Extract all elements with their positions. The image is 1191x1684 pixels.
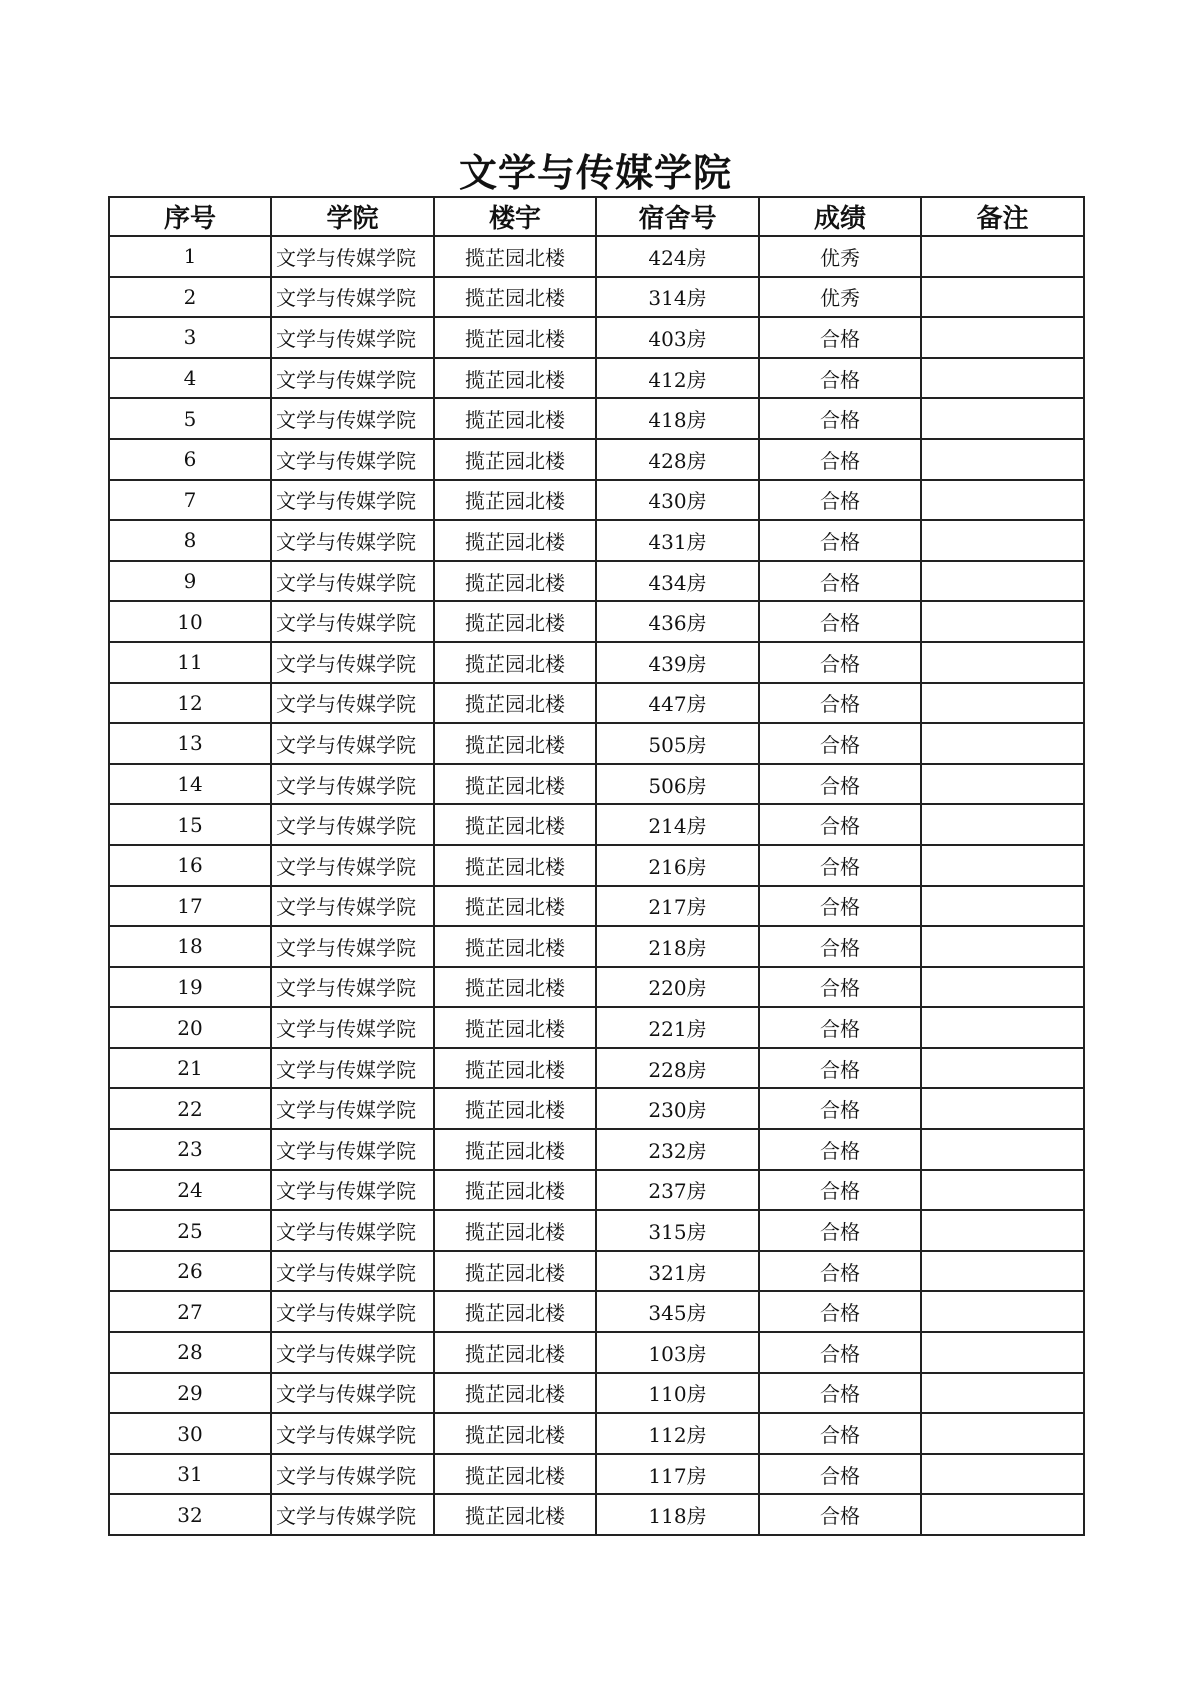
cell-grade: 合格 — [759, 642, 921, 683]
cell-grade: 合格 — [759, 845, 921, 886]
cell-remark — [921, 439, 1084, 480]
cell-grade: 合格 — [759, 317, 921, 358]
cell-room: 428房 — [596, 439, 759, 480]
cell-grade: 合格 — [759, 601, 921, 642]
cell-remark — [921, 1413, 1084, 1454]
table-body — [109, 236, 1084, 1535]
cell-college: 文学与传媒学院 — [271, 1210, 434, 1251]
cell-grade: 合格 — [759, 1454, 921, 1495]
cell-college: 文学与传媒学院 — [271, 1170, 434, 1211]
cell-remark — [921, 1170, 1084, 1211]
cell-room: 314房 — [596, 277, 759, 318]
cell-room: 321房 — [596, 1251, 759, 1292]
cell-grade: 合格 — [759, 480, 921, 521]
cell-grade: 合格 — [759, 764, 921, 805]
cell-building: 揽芷园北楼 — [434, 561, 596, 602]
cell-room: 103房 — [596, 1332, 759, 1373]
cell-room: 431房 — [596, 520, 759, 561]
cell-grade: 合格 — [759, 1373, 921, 1414]
cell-building: 揽芷园北楼 — [434, 723, 596, 764]
cell-building: 揽芷园北楼 — [434, 480, 596, 521]
cell-remark — [921, 926, 1084, 967]
cell-room: 434房 — [596, 561, 759, 602]
cell-no: 25 — [109, 1210, 271, 1251]
cell-room: 412房 — [596, 358, 759, 399]
table-row — [109, 926, 1084, 967]
table-row — [109, 1170, 1084, 1211]
cell-room: 345房 — [596, 1291, 759, 1332]
cell-building: 揽芷园北楼 — [434, 926, 596, 967]
cell-no: 22 — [109, 1088, 271, 1129]
cell-college: 文学与传媒学院 — [271, 1332, 434, 1373]
table-row — [109, 277, 1084, 318]
header-building: 楼宇 — [434, 197, 596, 236]
cell-room: 220房 — [596, 967, 759, 1008]
cell-college: 文学与传媒学院 — [271, 480, 434, 521]
cell-grade: 合格 — [759, 439, 921, 480]
cell-room: 418房 — [596, 398, 759, 439]
header-no: 序号 — [109, 197, 271, 236]
cell-building: 揽芷园北楼 — [434, 764, 596, 805]
cell-no: 15 — [109, 804, 271, 845]
cell-college: 文学与传媒学院 — [271, 358, 434, 399]
table-row — [109, 1210, 1084, 1251]
cell-remark — [921, 804, 1084, 845]
cell-remark — [921, 398, 1084, 439]
cell-room: 505房 — [596, 723, 759, 764]
cell-building: 揽芷园北楼 — [434, 845, 596, 886]
cell-remark — [921, 1332, 1084, 1373]
cell-grade: 合格 — [759, 1170, 921, 1211]
cell-no: 10 — [109, 601, 271, 642]
cell-no: 32 — [109, 1494, 271, 1535]
table-row — [109, 1373, 1084, 1414]
cell-grade: 合格 — [759, 1413, 921, 1454]
cell-building: 揽芷园北楼 — [434, 358, 596, 399]
cell-college: 文学与传媒学院 — [271, 967, 434, 1008]
cell-remark — [921, 1210, 1084, 1251]
cell-room: 218房 — [596, 926, 759, 967]
cell-grade: 合格 — [759, 967, 921, 1008]
cell-remark — [921, 1048, 1084, 1089]
cell-room: 506房 — [596, 764, 759, 805]
cell-remark — [921, 1088, 1084, 1129]
cell-grade: 合格 — [759, 1332, 921, 1373]
cell-room: 230房 — [596, 1088, 759, 1129]
cell-college: 文学与传媒学院 — [271, 723, 434, 764]
cell-no: 13 — [109, 723, 271, 764]
cell-building: 揽芷园北楼 — [434, 1454, 596, 1495]
cell-room: 447房 — [596, 683, 759, 724]
cell-building: 揽芷园北楼 — [434, 804, 596, 845]
cell-grade: 合格 — [759, 1210, 921, 1251]
cell-no: 29 — [109, 1373, 271, 1414]
cell-college: 文学与传媒学院 — [271, 845, 434, 886]
cell-room: 118房 — [596, 1494, 759, 1535]
table-row — [109, 439, 1084, 480]
cell-college: 文学与传媒学院 — [271, 277, 434, 318]
cell-building: 揽芷园北楼 — [434, 520, 596, 561]
cell-no: 16 — [109, 845, 271, 886]
cell-remark — [921, 277, 1084, 318]
cell-college: 文学与传媒学院 — [271, 886, 434, 927]
cell-remark — [921, 764, 1084, 805]
cell-room: 112房 — [596, 1413, 759, 1454]
cell-remark — [921, 1494, 1084, 1535]
table-row — [109, 236, 1084, 277]
cell-grade: 合格 — [759, 1494, 921, 1535]
cell-remark — [921, 642, 1084, 683]
table-row — [109, 1007, 1084, 1048]
cell-building: 揽芷园北楼 — [434, 1007, 596, 1048]
cell-no: 5 — [109, 398, 271, 439]
cell-college: 文学与传媒学院 — [271, 683, 434, 724]
cell-grade: 合格 — [759, 804, 921, 845]
cell-college: 文学与传媒学院 — [271, 926, 434, 967]
cell-remark — [921, 683, 1084, 724]
cell-remark — [921, 1291, 1084, 1332]
cell-building: 揽芷园北楼 — [434, 886, 596, 927]
cell-college: 文学与传媒学院 — [271, 1454, 434, 1495]
cell-no: 27 — [109, 1291, 271, 1332]
cell-college: 文学与传媒学院 — [271, 398, 434, 439]
cell-no: 23 — [109, 1129, 271, 1170]
cell-no: 8 — [109, 520, 271, 561]
table-row — [109, 1413, 1084, 1454]
cell-college: 文学与传媒学院 — [271, 1494, 434, 1535]
table-row — [109, 1088, 1084, 1129]
cell-grade: 合格 — [759, 683, 921, 724]
cell-building: 揽芷园北楼 — [434, 439, 596, 480]
table-row — [109, 1332, 1084, 1373]
cell-grade: 合格 — [759, 1007, 921, 1048]
header-room: 宿舍号 — [596, 197, 759, 236]
cell-remark — [921, 967, 1084, 1008]
cell-grade: 合格 — [759, 723, 921, 764]
cell-building: 揽芷园北楼 — [434, 1494, 596, 1535]
cell-no: 4 — [109, 358, 271, 399]
cell-college: 文学与传媒学院 — [271, 1129, 434, 1170]
table-row — [109, 804, 1084, 845]
cell-building: 揽芷园北楼 — [434, 317, 596, 358]
table-row — [109, 1291, 1084, 1332]
cell-room: 315房 — [596, 1210, 759, 1251]
cell-no: 18 — [109, 926, 271, 967]
cell-college: 文学与传媒学院 — [271, 317, 434, 358]
cell-college: 文学与传媒学院 — [271, 804, 434, 845]
cell-grade: 合格 — [759, 1251, 921, 1292]
table-row — [109, 520, 1084, 561]
cell-no: 12 — [109, 683, 271, 724]
table-row — [109, 764, 1084, 805]
cell-room: 237房 — [596, 1170, 759, 1211]
cell-building: 揽芷园北楼 — [434, 1048, 596, 1089]
table-row — [109, 1048, 1084, 1089]
cell-room: 117房 — [596, 1454, 759, 1495]
table-row — [109, 683, 1084, 724]
cell-no: 11 — [109, 642, 271, 683]
cell-college: 文学与传媒学院 — [271, 1413, 434, 1454]
cell-building: 揽芷园北楼 — [434, 1170, 596, 1211]
cell-no: 30 — [109, 1413, 271, 1454]
cell-remark — [921, 886, 1084, 927]
table-row — [109, 967, 1084, 1008]
cell-grade: 合格 — [759, 1088, 921, 1129]
cell-no: 24 — [109, 1170, 271, 1211]
cell-building: 揽芷园北楼 — [434, 601, 596, 642]
cell-no: 20 — [109, 1007, 271, 1048]
cell-college: 文学与传媒学院 — [271, 1373, 434, 1414]
cell-building: 揽芷园北楼 — [434, 1291, 596, 1332]
cell-college: 文学与传媒学院 — [271, 236, 434, 277]
cell-building: 揽芷园北楼 — [434, 967, 596, 1008]
cell-grade: 合格 — [759, 561, 921, 602]
cell-room: 221房 — [596, 1007, 759, 1048]
cell-building: 揽芷园北楼 — [434, 1251, 596, 1292]
cell-no: 26 — [109, 1251, 271, 1292]
cell-college: 文学与传媒学院 — [271, 520, 434, 561]
cell-remark — [921, 520, 1084, 561]
cell-college: 文学与传媒学院 — [271, 1291, 434, 1332]
cell-grade: 合格 — [759, 520, 921, 561]
cell-grade: 合格 — [759, 358, 921, 399]
cell-remark — [921, 236, 1084, 277]
table-row — [109, 886, 1084, 927]
table-row — [109, 1454, 1084, 1495]
cell-no: 28 — [109, 1332, 271, 1373]
header-college: 学院 — [271, 197, 434, 236]
cell-grade: 合格 — [759, 398, 921, 439]
cell-building: 揽芷园北楼 — [434, 398, 596, 439]
cell-building: 揽芷园北楼 — [434, 1129, 596, 1170]
cell-no: 6 — [109, 439, 271, 480]
cell-no: 17 — [109, 886, 271, 927]
cell-remark — [921, 561, 1084, 602]
cell-building: 揽芷园北楼 — [434, 642, 596, 683]
cell-grade: 合格 — [759, 886, 921, 927]
cell-room: 216房 — [596, 845, 759, 886]
cell-remark — [921, 1454, 1084, 1495]
cell-no: 31 — [109, 1454, 271, 1495]
cell-grade: 合格 — [759, 1129, 921, 1170]
cell-room: 217房 — [596, 886, 759, 927]
cell-no: 14 — [109, 764, 271, 805]
header-grade: 成绩 — [759, 197, 921, 236]
cell-room: 430房 — [596, 480, 759, 521]
cell-room: 436房 — [596, 601, 759, 642]
cell-room: 424房 — [596, 236, 759, 277]
cell-grade: 优秀 — [759, 236, 921, 277]
cell-remark — [921, 723, 1084, 764]
table-row — [109, 1251, 1084, 1292]
table-row — [109, 601, 1084, 642]
cell-college: 文学与传媒学院 — [271, 1007, 434, 1048]
cell-no: 2 — [109, 277, 271, 318]
cell-remark — [921, 317, 1084, 358]
cell-building: 揽芷园北楼 — [434, 1413, 596, 1454]
page-title: 文学与传媒学院 — [458, 150, 732, 195]
cell-remark — [921, 1373, 1084, 1414]
cell-room: 214房 — [596, 804, 759, 845]
cell-room: 403房 — [596, 317, 759, 358]
cell-room: 110房 — [596, 1373, 759, 1414]
cell-remark — [921, 1129, 1084, 1170]
cell-building: 揽芷园北楼 — [434, 1332, 596, 1373]
table-row — [109, 1494, 1084, 1535]
cell-room: 439房 — [596, 642, 759, 683]
cell-remark — [921, 1251, 1084, 1292]
cell-grade: 合格 — [759, 1048, 921, 1089]
header-row — [109, 197, 1084, 236]
cell-no: 1 — [109, 236, 271, 277]
table-row — [109, 561, 1084, 602]
cell-no: 21 — [109, 1048, 271, 1089]
dormitory-table — [108, 196, 1085, 1536]
cell-building: 揽芷园北楼 — [434, 1088, 596, 1129]
cell-remark — [921, 358, 1084, 399]
cell-grade: 合格 — [759, 1291, 921, 1332]
cell-remark — [921, 601, 1084, 642]
cell-no: 7 — [109, 480, 271, 521]
cell-college: 文学与传媒学院 — [271, 439, 434, 480]
table-row — [109, 845, 1084, 886]
cell-building: 揽芷园北楼 — [434, 236, 596, 277]
cell-building: 揽芷园北楼 — [434, 1210, 596, 1251]
cell-college: 文学与传媒学院 — [271, 561, 434, 602]
cell-college: 文学与传媒学院 — [271, 764, 434, 805]
cell-remark — [921, 1007, 1084, 1048]
cell-room: 232房 — [596, 1129, 759, 1170]
header-remark: 备注 — [921, 197, 1084, 236]
cell-grade: 合格 — [759, 926, 921, 967]
table-row — [109, 317, 1084, 358]
cell-building: 揽芷园北楼 — [434, 1373, 596, 1414]
table-row — [109, 480, 1084, 521]
cell-college: 文学与传媒学院 — [271, 1048, 434, 1089]
cell-room: 228房 — [596, 1048, 759, 1089]
cell-building: 揽芷园北楼 — [434, 277, 596, 318]
table-row — [109, 642, 1084, 683]
table-row — [109, 1129, 1084, 1170]
table-row — [109, 398, 1084, 439]
cell-no: 9 — [109, 561, 271, 602]
cell-no: 3 — [109, 317, 271, 358]
cell-college: 文学与传媒学院 — [271, 642, 434, 683]
cell-building: 揽芷园北楼 — [434, 683, 596, 724]
cell-grade: 优秀 — [759, 277, 921, 318]
cell-remark — [921, 845, 1084, 886]
table-row — [109, 358, 1084, 399]
cell-college: 文学与传媒学院 — [271, 601, 434, 642]
cell-remark — [921, 480, 1084, 521]
cell-college: 文学与传媒学院 — [271, 1251, 434, 1292]
table-row — [109, 723, 1084, 764]
cell-no: 19 — [109, 967, 271, 1008]
cell-college: 文学与传媒学院 — [271, 1088, 434, 1129]
